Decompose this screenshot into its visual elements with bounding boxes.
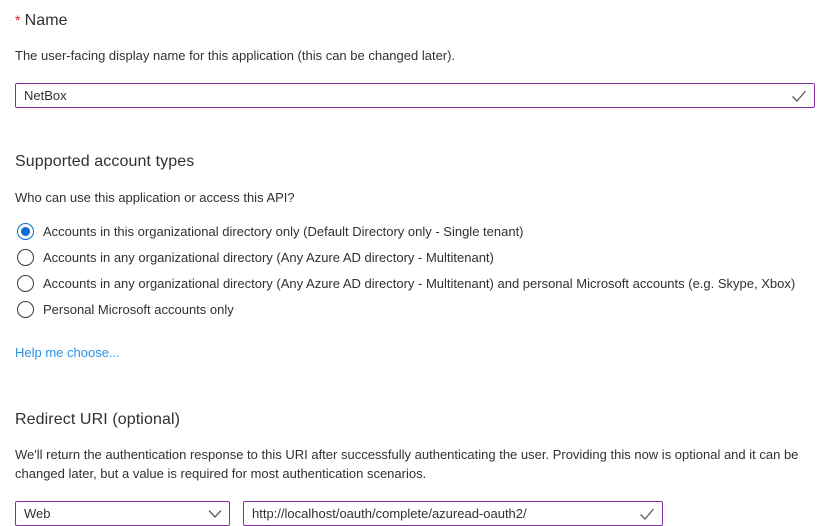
- radio-option-multitenant[interactable]: [15, 244, 815, 270]
- name-field-description: The user-facing display name for this application (this can be changed later).: [15, 48, 456, 63]
- required-asterisk: *: [15, 12, 21, 28]
- platform-select[interactable]: [15, 501, 230, 526]
- platform-select-value: Web: [24, 506, 51, 521]
- radio-button-icon[interactable]: [17, 301, 34, 318]
- name-field-label: [15, 12, 815, 30]
- radio-option-single-tenant[interactable]: [15, 218, 815, 244]
- radio-option-label: Accounts in any organizational directory (Any Azure AD directory - Multitenant): [43, 249, 494, 265]
- redirect-uri-heading: Redirect URI (optional): [15, 411, 181, 428]
- account-types-question: Who can use this application or access this API?: [15, 190, 295, 205]
- redirect-uri-input-container: [243, 501, 663, 526]
- help-me-choose-link[interactable]: Help me choose...: [15, 345, 120, 360]
- redirect-uri-row: [15, 501, 815, 526]
- radio-option-label: Accounts in this organizational directory only (Default Directory only - Single tenant): [43, 223, 524, 239]
- supported-account-types-heading: Supported account types: [15, 153, 195, 170]
- name-label-text: Name: [24, 12, 68, 29]
- radio-button-icon[interactable]: [17, 249, 34, 266]
- redirect-uri-description: We'll return the authentication response to this URI after successfully authenticating the user. Providing this now is optional and it can be changed later, but a value is required for most authentication scenarios.: [15, 447, 799, 481]
- radio-button-icon[interactable]: [17, 223, 34, 240]
- platform-select-container: [15, 501, 230, 526]
- name-input-container: [15, 83, 815, 108]
- radio-option-label: Accounts in any organizational directory (Any Azure AD directory - Multitenant) and personal Microsoft accounts (e.g. Skype, Xbox): [43, 275, 796, 291]
- radio-button-icon[interactable]: [17, 275, 34, 292]
- radio-option-label: Personal Microsoft accounts only: [43, 301, 234, 317]
- redirect-uri-input[interactable]: [243, 501, 663, 526]
- account-types-radio-group: [15, 218, 815, 322]
- radio-option-multitenant-personal[interactable]: [15, 270, 815, 296]
- radio-option-personal-only[interactable]: [15, 296, 815, 322]
- name-input[interactable]: [15, 83, 815, 108]
